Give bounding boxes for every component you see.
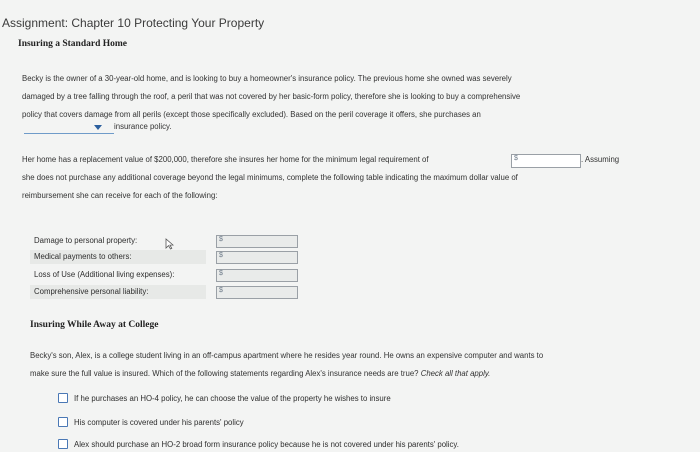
coverage-paragraph (22, 169, 518, 205)
dollar-prefix: $ (514, 155, 518, 162)
paragraph-line: policy that covers damage from all perils (except those specifically excluded). Based on the peril coverage it offers, she purchases an (22, 110, 481, 119)
option-ho4-policy[interactable] (58, 393, 391, 403)
chevron-down-icon (94, 125, 102, 130)
paragraph-line: damaged by a tree falling through the roof, a peril that was not covered by her basic-form policy, therefore she is looking to buy a comprehensive (22, 92, 521, 101)
minimum-requirement-input[interactable] (511, 154, 581, 168)
row-label-personal-property: Damage to personal property: (34, 236, 138, 245)
option-label: His computer is covered under his parents' policy (74, 417, 244, 427)
checkbox[interactable] (58, 417, 68, 427)
row-label-medical-payments: Medical payments to others: (30, 250, 206, 264)
personal-property-input[interactable] (216, 235, 298, 248)
medical-payments-input[interactable] (216, 251, 298, 264)
replacement-value-text: Her home has a replacement value of $200,000, therefore she insures her home for the minimum legal requirement of (22, 155, 429, 164)
paragraph-line: she does not purchase any additional coverage beyond the legal minimums, complete the following table indicating the maximum dollar value of (22, 173, 518, 182)
row-label-loss-of-use: Loss of Use (Additional living expenses): (34, 270, 175, 279)
dropdown-suffix-text: insurance policy. (114, 122, 172, 131)
checkbox[interactable] (58, 393, 68, 403)
row-label-personal-liability: Comprehensive personal liability: (30, 285, 206, 299)
mouse-cursor-icon (165, 238, 174, 250)
assuming-text: . Assuming (581, 155, 620, 164)
section-heading-college: Insuring While Away at College (30, 320, 159, 330)
paragraph-line: Becky is the owner of a 30-year-old home, and is looking to buy a homeowner's insurance policy. The previous home she owned was severely (22, 74, 512, 83)
policy-type-dropdown[interactable] (24, 121, 114, 134)
paragraph-line: Becky's son, Alex, is a college student living in an off-campus apartment where he resides year round. He owns an expensive computer and wants to (30, 351, 544, 360)
personal-liability-input[interactable] (216, 286, 298, 299)
option-label: If he purchases an HO-4 policy, he can choose the value of the property he wishes to insure (74, 393, 391, 403)
option-ho2-policy[interactable] (58, 439, 459, 449)
assignment-title: Assignment: Chapter 10 Protecting Your Property (2, 16, 265, 30)
paragraph-line (30, 365, 543, 383)
dollar-prefix: $ (219, 236, 223, 243)
dollar-prefix: $ (219, 252, 223, 259)
section-heading-standard-home: Insuring a Standard Home (18, 39, 128, 49)
option-label: Alex should purchase an HO-2 broad form insurance policy because he is not covered under his parents' policy. (74, 439, 459, 449)
check-all-instruction: Check all that apply. (420, 369, 491, 378)
loss-of-use-input[interactable] (216, 269, 298, 282)
checkbox[interactable] (58, 439, 68, 449)
becky-paragraph (22, 70, 520, 124)
option-parents-policy[interactable] (58, 417, 244, 427)
dollar-prefix: $ (219, 287, 223, 294)
dollar-prefix: $ (219, 270, 223, 277)
alex-paragraph (30, 347, 543, 383)
paragraph-line: reimbursement she can receive for each of the following: (22, 191, 218, 200)
paragraph-text: make sure the full value is insured. Which of the following statements regarding Alex's insurance needs are true? (30, 369, 419, 378)
